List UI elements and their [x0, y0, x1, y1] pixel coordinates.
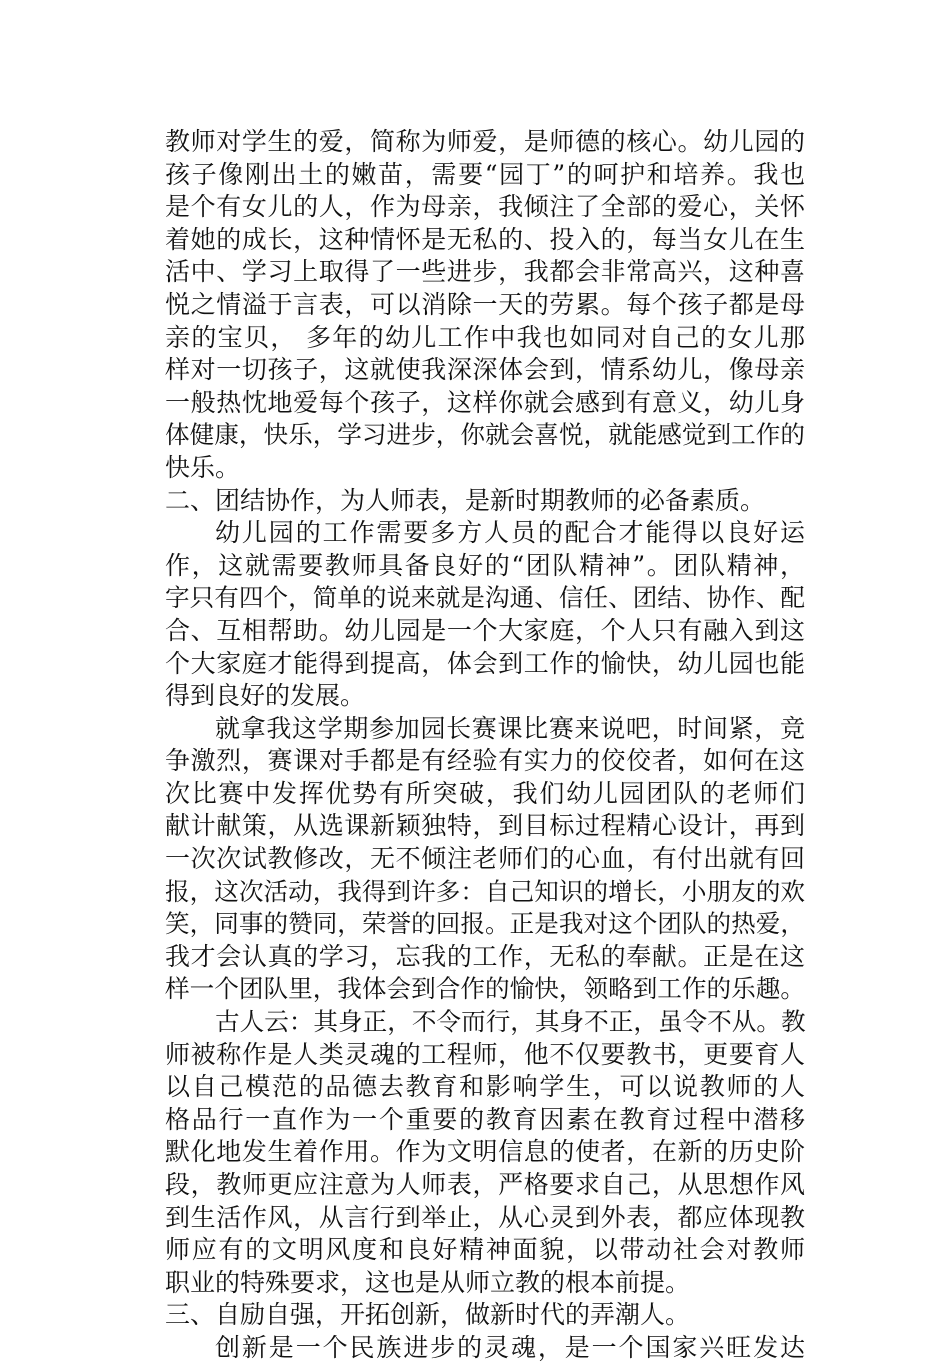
text-line: 作，这就需要教师具备良好的“团队精神”。团队精神， — [165, 550, 805, 580]
text-line: 快乐。 — [165, 452, 241, 482]
text-line: 亲的宝贝， 多年的幼儿工作中我也如同对自己的女儿那 — [165, 322, 805, 352]
text-line: 教师对学生的爱，简称为师爱，是师德的核心。幼儿园的 — [165, 127, 805, 156]
text-line: 创新是一个民族进步的灵魂，是一个国家兴旺发达 — [215, 1332, 805, 1362]
text-line: 样对一切孩子，这就使我深深体会到，情系幼儿，像母亲 — [165, 355, 805, 385]
text-line: 就拿我这学期参加园长赛课比赛来说吧，时间紧，竞 — [215, 713, 805, 743]
text-line: 合、互相帮助。幼儿园是一个大家庭，个人只有融入到这 — [165, 615, 805, 645]
text-line: 古人云：其身正，不令而行，其身不正，虽令不从。教 — [215, 1007, 806, 1037]
text-line: 段，教师更应注意为人师表，严格要求自己，从思想作风 — [165, 1170, 805, 1199]
text-line: 是个有女儿的人，作为母亲，我倾注了全部的爱心，关怀 — [165, 192, 805, 222]
text-line: 个大家庭才能得到提高，体会到工作的愉快，幼儿园也能 — [165, 648, 805, 678]
text-line: 次比赛中发挥优势有所突破，我们幼儿园团队的老师们 — [165, 778, 805, 808]
text-line: 悦之情溢于言表，可以消除一天的劳累。每个孩子都是母 — [165, 289, 805, 319]
text-line: 报，这次活动，我得到许多：自己知识的增长，小朋友的欢 — [165, 876, 805, 906]
text-line: 得到良好的发展。 — [165, 681, 366, 711]
text-line: 活中、学习上取得了一些进步，我都会非常高兴，这种喜 — [165, 257, 805, 287]
section-heading: 三、自励自强，开拓创新，做新时代的弄潮人。 — [165, 1300, 691, 1330]
text-line: 着她的成长，这种情怀是无私的、投入的，每当女儿在生 — [165, 224, 805, 254]
text-line: 献计献策，从选课新颖独特，到目标过程精心设计，再到 — [165, 811, 805, 841]
text-line: 职业的特殊要求，这也是从师立教的根本前提。 — [165, 1267, 691, 1297]
text-line: 一般热忱地爱每个孩子，这样你就会感到有意义，幼儿身 — [165, 387, 805, 417]
text-line: 默化地发生着作用。作为文明信息的使者，在新的历史阶 — [165, 1137, 805, 1167]
text-line: 师被称作是人类灵魂的工程师，他不仅要教书，更要育人 — [165, 1039, 805, 1069]
text-line: 以自己模范的品德去教育和影响学生，可以说教师的人 — [165, 1072, 805, 1102]
text-line: 到生活作风，从言行到举止，从心灵到外表，都应体现教 — [165, 1202, 805, 1232]
text-line: 格品行一直作为一个重要的教育因素在教育过程中潜移 — [165, 1104, 805, 1134]
text-line: 孩子像刚出土的嫩苗，需要“园丁”的呵护和培养。我也 — [165, 159, 805, 189]
text-line: 争激烈，赛课对手都是有经验有实力的佼佼者，如何在这 — [165, 746, 805, 776]
text-line: 师应有的文明风度和良好精神面貌，以带动社会对教师 — [165, 1235, 805, 1265]
text-line: 字只有四个，简单的说来就是沟通、信任、团结、协作、配 — [165, 583, 805, 613]
text-line: 我才会认真的学习，忘我的工作，无私的奉献。正是在这 — [165, 941, 805, 971]
document-body — [165, 126, 805, 1365]
text-line: 一次次试教修改，无不倾注老师们的心血，有付出就有回 — [165, 844, 805, 874]
text-line: 样一个团队里，我体会到合作的愉快，领略到工作的乐趣。 — [165, 974, 805, 1004]
text-line: 幼儿园的工作需要多方人员的配合才能得以良好运 — [215, 518, 805, 548]
text-line: 笑，同事的赞同，荣誉的回报。正是我对这个团队的热爱， — [165, 909, 805, 939]
section-heading: 二、团结协作，为人师表，是新时期教师的必备素质。 — [165, 485, 766, 515]
text-line: 体健康，快乐，学习进步，你就会喜悦，就能感觉到工作的 — [165, 420, 805, 450]
